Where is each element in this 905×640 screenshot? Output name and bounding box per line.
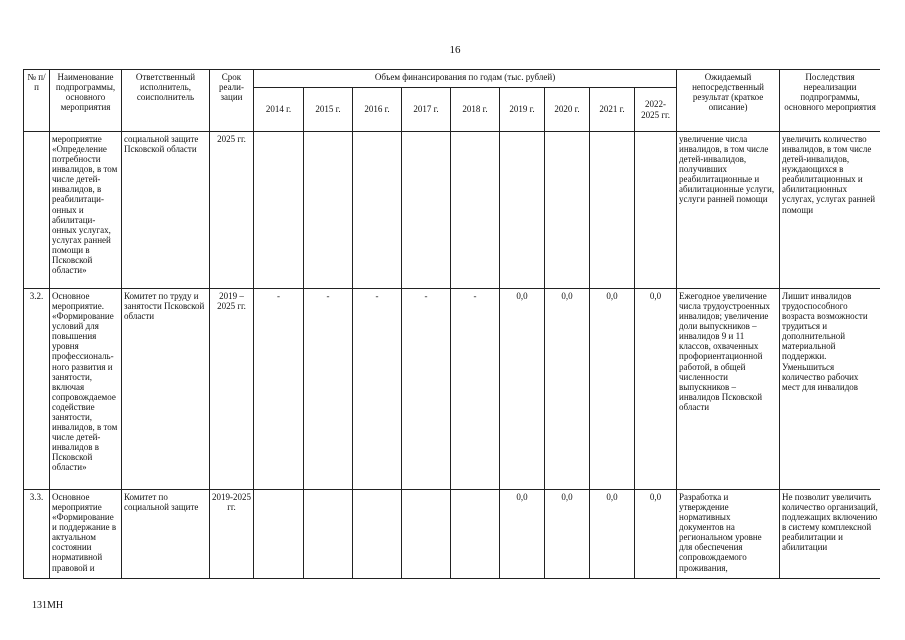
row-fin-cell (353, 132, 402, 289)
row-name: Основное мероприятие «Формирование и поддержание в актуальном состоянии нормативной правовой и (50, 490, 122, 579)
row-consequences: Не позволит увеличить количество организаций, подлежащих включению в систему комплексной реабилитации и абилитации (780, 490, 880, 579)
program-table (23, 69, 880, 592)
row-fin-cell: 0,0 (635, 490, 677, 579)
row-fin-cell: 0,0 (545, 490, 590, 579)
header-year: 2017 г. (402, 88, 451, 132)
row-fin-cell: 0,0 (590, 289, 635, 490)
row-term: 2019-2025 гг. (210, 490, 254, 579)
row-consequences: увеличить количество инвалидов, в том числе детей-инвалидов, нуждающихся в реабилитационных и абилитационных услугах, услугах ранней помощи (780, 132, 880, 289)
row-fin-cell: - (304, 289, 353, 490)
table-row (24, 490, 881, 579)
row-fin-cell: 0,0 (500, 490, 545, 579)
header-year: 2021 г. (590, 88, 635, 132)
document-code: 131МН (32, 600, 64, 611)
row-fin-cell (304, 132, 353, 289)
row-term: 2019 – 2025 гг. (210, 289, 254, 490)
row-fin-cell (304, 490, 353, 579)
row-fin-cell (254, 490, 304, 579)
header-year: 2019 г. (500, 88, 545, 132)
header-year: 2018 г. (451, 88, 500, 132)
row-fin-cell: - (451, 289, 500, 490)
header-year: 2015 г. (304, 88, 353, 132)
table-row (24, 132, 881, 289)
row-fin-cell: - (402, 289, 451, 490)
row-term: 2025 гг. (210, 132, 254, 289)
row-fin-cell (590, 132, 635, 289)
header-year: 2016 г. (353, 88, 402, 132)
table-row (24, 289, 881, 490)
header-year: 2020 г. (545, 88, 590, 132)
header-year: 2014 г. (254, 88, 304, 132)
row-number (24, 132, 50, 289)
row-fin-cell (353, 490, 402, 579)
header-year: 2022-2025 гг. (635, 88, 677, 132)
row-fin-cell (402, 132, 451, 289)
row-fin-cell (545, 132, 590, 289)
page-number: 16 (449, 44, 461, 56)
row-fin-cell: 0,0 (545, 289, 590, 490)
row-result: Разработка и утверждение нормативных документов на региональном уровне для обеспечения сопровождаемого проживания, (677, 490, 780, 579)
row-name: мероприятие «Определение потребности инвалидов, в том числе детей-инвалидов, в реабилитаци-онных и абилитаци-онных услугах, услугах ранней помощи в Псковской области» (50, 132, 122, 289)
row-consequences: Лишит инвалидов трудоспособного возраста возможности трудиться и дополнительной материальной поддержки. Уменьшиться количество рабочих мест для инвалидов (780, 289, 880, 490)
header-number: № п/п (24, 70, 50, 132)
row-responsible: Комитет по труду и занятости Псковской области (122, 289, 210, 490)
row-fin-cell: 0,0 (590, 490, 635, 579)
header-term: Срок реали-зации (210, 70, 254, 132)
row-fin-cell: - (353, 289, 402, 490)
row-fin-cell (635, 132, 677, 289)
row-fin-cell (451, 132, 500, 289)
row-result: увеличение числа инвалидов, в том числе детей-инвалидов, получивших реабилитационные и абилитационные услуги, услуги ранней помощи (677, 132, 780, 289)
row-fin-cell (500, 132, 545, 289)
row-result: Ежегодное увеличение числа трудоустроенных инвалидов; увеличение доли выпускников – инвалидов 9 и 11 классов, охваченных профориентационной работой, в общей численности выпускников – инвалидов Псковской области (677, 289, 780, 490)
row-fin-cell (254, 132, 304, 289)
row-responsible: социальной защите Псковской области (122, 132, 210, 289)
row-number: 3.2. (24, 289, 50, 490)
row-responsible: Комитет по социальной защите (122, 490, 210, 579)
header-responsible: Ответственный исполнитель, соисполнитель (122, 70, 210, 132)
header-name: Наименование подпрограммы, основного мероприятия (50, 70, 122, 132)
row-fin-cell (451, 490, 500, 579)
header-consequences: Последствия нереализации подпрограммы, основного мероприятия (780, 70, 880, 132)
header-financing: Объем финансирования по годам (тыс. рублей) (254, 70, 677, 88)
row-name: Основное мероприятие. «Формирование условий для повышения уровня профессиональ-ного развития и занятости, включая сопровождаемое содействие занятости, инвалидов, в том числе детей-инвалидов в Псковской области» (50, 289, 122, 490)
header-result: Ожидаемый непосредственный результат (краткое описание) (677, 70, 780, 132)
row-fin-cell (402, 490, 451, 579)
financing-table (23, 69, 880, 579)
row-fin-cell: - (254, 289, 304, 490)
row-fin-cell: 0,0 (500, 289, 545, 490)
row-number: 3.3. (24, 490, 50, 579)
row-fin-cell: 0,0 (635, 289, 677, 490)
